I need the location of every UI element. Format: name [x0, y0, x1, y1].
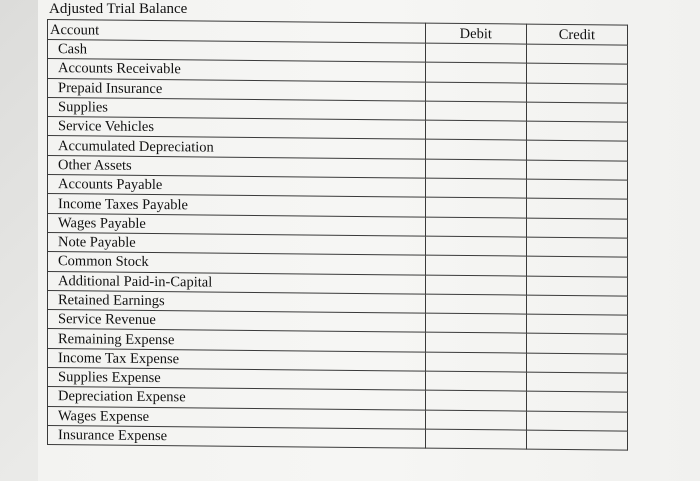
credit-amount-cell[interactable] [526, 295, 627, 315]
account-name-cell: Depreciation Expense [48, 387, 426, 410]
debit-amount-cell[interactable] [425, 82, 526, 102]
credit-amount-cell[interactable] [526, 102, 627, 122]
debit-amount-cell[interactable] [425, 255, 526, 275]
credit-amount-cell[interactable] [526, 63, 627, 83]
credit-amount-cell[interactable] [526, 372, 627, 392]
worksheet-title: Adjusted Trial Balance [49, 1, 188, 17]
credit-amount-cell[interactable] [526, 198, 627, 218]
account-name-cell: Common Stock [48, 252, 426, 275]
account-name-cell: Remaining Expense [48, 329, 426, 352]
account-name-cell: Prepaid Insurance [48, 78, 426, 101]
account-name-cell: Wages Payable [48, 213, 426, 236]
debit-amount-cell[interactable] [425, 217, 526, 237]
debit-amount-cell[interactable] [425, 62, 526, 82]
credit-amount-cell[interactable] [526, 237, 627, 257]
credit-amount-cell[interactable] [526, 430, 627, 450]
account-name-cell: Service Vehicles [48, 117, 426, 140]
credit-amount-cell[interactable] [526, 334, 627, 354]
credit-amount-cell[interactable] [526, 44, 627, 64]
debit-amount-cell[interactable] [425, 159, 526, 179]
account-name-cell: Retained Earnings [48, 290, 426, 313]
credit-amount-cell[interactable] [526, 411, 627, 431]
account-name-cell: Income Tax Expense [48, 348, 426, 371]
debit-amount-cell[interactable] [425, 236, 526, 256]
debit-amount-cell[interactable] [425, 352, 526, 372]
credit-amount-cell[interactable] [526, 179, 627, 199]
account-name-cell: Cash [48, 40, 426, 63]
account-name-cell: Income Taxes Payable [48, 194, 426, 217]
account-name-cell: Supplies [48, 97, 426, 120]
debit-amount-cell[interactable] [425, 275, 526, 295]
debit-amount-cell[interactable] [425, 140, 526, 160]
account-name-cell: Accounts Payable [48, 175, 426, 198]
credit-amount-cell[interactable] [526, 256, 627, 276]
debit-column-header: Debit [425, 23, 526, 44]
debit-amount-cell[interactable] [425, 371, 526, 391]
debit-amount-cell[interactable] [425, 198, 526, 218]
account-name-cell: Service Revenue [48, 310, 426, 333]
trial-balance-table [47, 19, 628, 451]
debit-amount-cell[interactable] [425, 178, 526, 198]
credit-amount-cell[interactable] [526, 353, 627, 373]
account-name-cell: Wages Expense [48, 406, 426, 429]
debit-amount-cell[interactable] [425, 333, 526, 353]
account-name-cell: Note Payable [48, 232, 426, 255]
credit-amount-cell[interactable] [526, 121, 627, 141]
account-name-cell: Additional Paid-in-Capital [48, 271, 426, 294]
debit-amount-cell[interactable] [425, 410, 526, 430]
account-name-cell: Insurance Expense [48, 425, 426, 448]
credit-amount-cell[interactable] [526, 391, 627, 411]
credit-amount-cell[interactable] [526, 160, 627, 180]
account-column-header: Account [48, 20, 426, 44]
account-name-cell: Accumulated Depreciation [48, 136, 426, 159]
debit-amount-cell[interactable] [425, 120, 526, 140]
account-name-cell: Supplies Expense [48, 368, 426, 391]
debit-amount-cell[interactable] [425, 390, 526, 410]
credit-amount-cell[interactable] [526, 218, 627, 238]
account-name-cell: Other Assets [48, 155, 426, 178]
debit-amount-cell[interactable] [425, 294, 526, 314]
account-name-cell: Accounts Receivable [48, 59, 426, 82]
credit-amount-cell[interactable] [526, 141, 627, 161]
credit-amount-cell[interactable] [526, 83, 627, 103]
credit-amount-cell[interactable] [526, 314, 627, 334]
debit-amount-cell[interactable] [425, 101, 526, 121]
debit-amount-cell[interactable] [425, 43, 526, 63]
credit-amount-cell[interactable] [526, 276, 627, 296]
debit-amount-cell[interactable] [425, 429, 526, 449]
debit-amount-cell[interactable] [425, 313, 526, 333]
credit-column-header: Credit [526, 24, 627, 45]
